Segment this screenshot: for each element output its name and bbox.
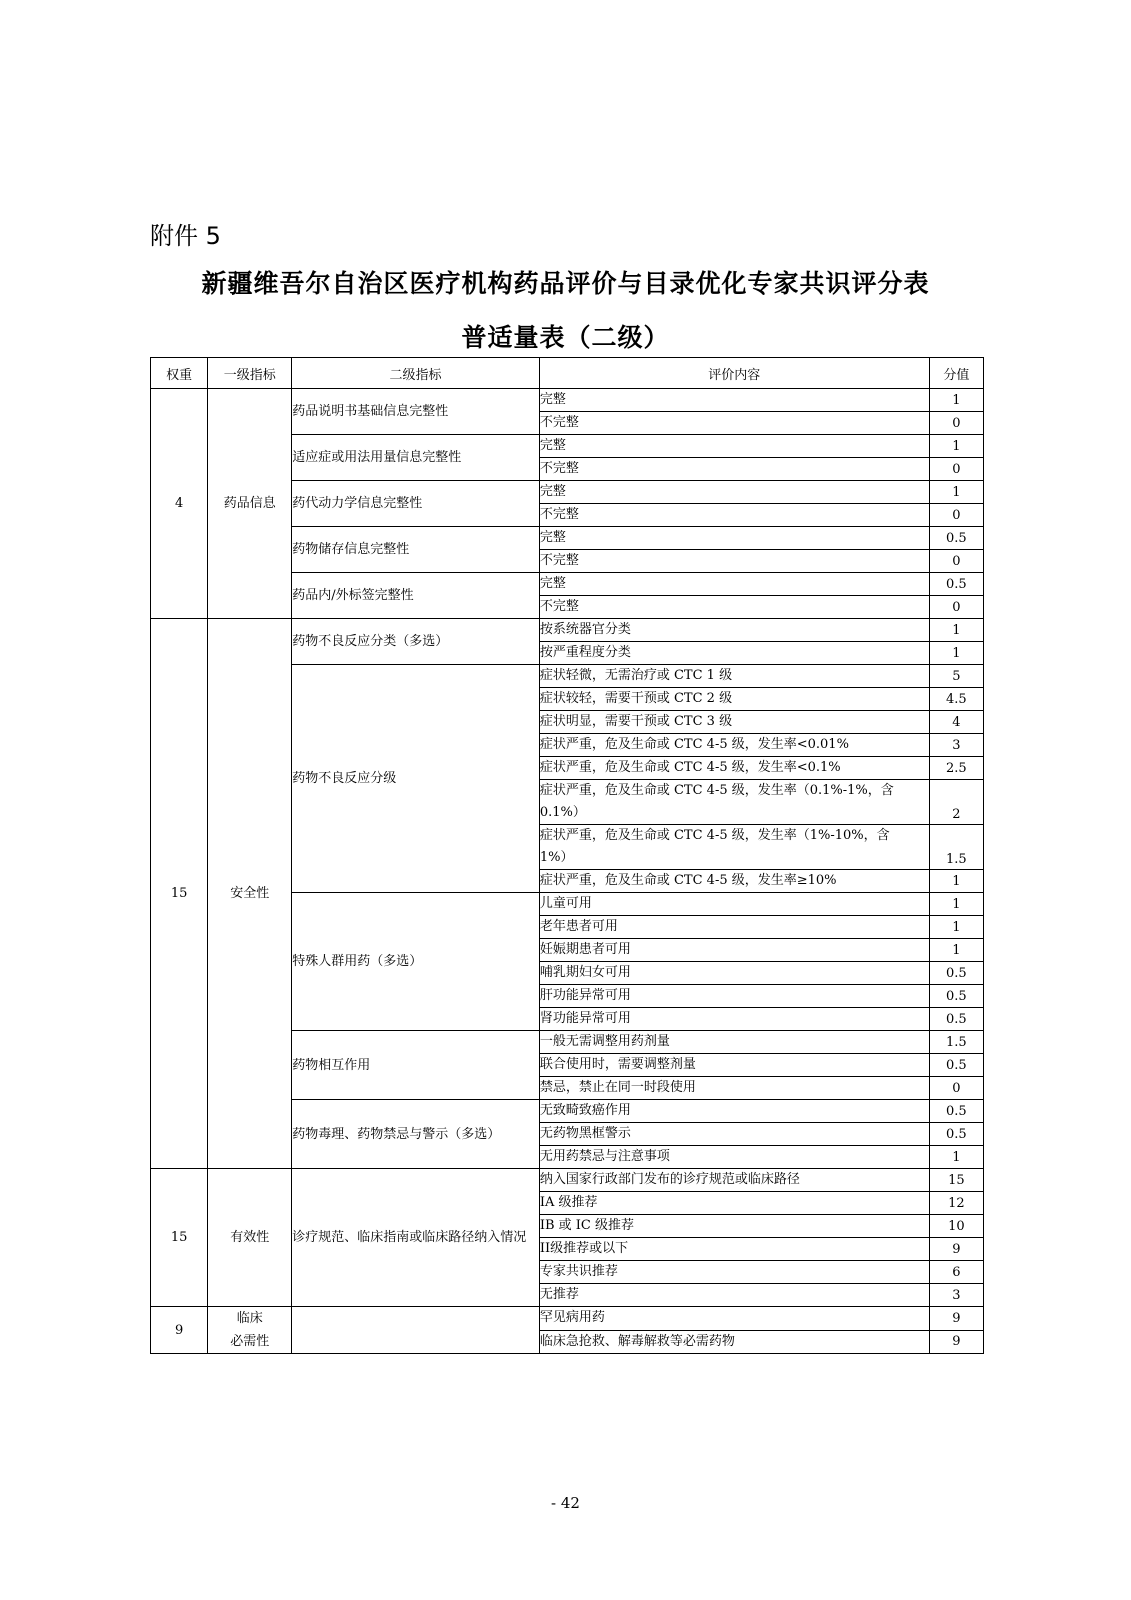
score-cell: 3 — [929, 734, 983, 757]
score-cell: 1 — [929, 870, 983, 893]
content-cell: IB 或 IC 级推荐 — [539, 1215, 929, 1238]
table-header-row — [151, 358, 984, 389]
content-cell: 无药物黑框警示 — [539, 1123, 929, 1146]
level1-cell: 安全性 — [208, 619, 292, 1169]
level2-cell: 药物相互作用 — [292, 1031, 540, 1100]
score-cell: 4.5 — [929, 688, 983, 711]
header-content: 评价内容 — [539, 358, 929, 389]
content-cell: 无致畸致癌作用 — [539, 1100, 929, 1123]
content-cell: 罕见病用药 — [539, 1307, 929, 1331]
level2-cell: 诊疗规范、临床指南或临床路径纳入情况 — [292, 1169, 540, 1307]
level2-cell: 适应症或用法用量信息完整性 — [292, 435, 540, 481]
level1-cell: 临床 必需性 — [208, 1307, 292, 1354]
score-cell: 0.5 — [929, 573, 983, 596]
score-cell: 0 — [929, 596, 983, 619]
score-cell: 0.5 — [929, 985, 983, 1008]
score-cell: 2 — [929, 780, 983, 825]
content-cell: 完整 — [539, 435, 929, 458]
score-cell: 1 — [929, 389, 983, 412]
content-cell: 症状较轻，需要干预或 CTC 2 级 — [539, 688, 929, 711]
content-cell: 完整 — [539, 527, 929, 550]
score-cell: 1 — [929, 893, 983, 916]
header-score: 分值 — [929, 358, 983, 389]
score-cell: 12 — [929, 1192, 983, 1215]
page-number: - 42 — [551, 1494, 580, 1512]
document-subtitle: 普适量表（二级） — [461, 323, 670, 352]
level2-cell: 药物毒理、药物禁忌与警示（多选） — [292, 1100, 540, 1169]
content-cell: 儿童可用 — [539, 893, 929, 916]
level2-cell: 药物储存信息完整性 — [292, 527, 540, 573]
content-cell: 不完整 — [539, 596, 929, 619]
level2-cell: 药品说明书基础信息完整性 — [292, 389, 540, 435]
weight-cell: 4 — [151, 389, 208, 619]
score-cell: 0.5 — [929, 1100, 983, 1123]
score-cell: 5 — [929, 665, 983, 688]
score-cell: 0 — [929, 412, 983, 435]
score-cell: 1 — [929, 435, 983, 458]
score-cell: 0.5 — [929, 1054, 983, 1077]
weight-cell: 15 — [151, 619, 208, 1169]
table-row — [151, 1169, 984, 1192]
content-cell: 症状轻微，无需治疗或 CTC 1 级 — [539, 665, 929, 688]
table-row — [151, 619, 984, 642]
score-cell: 6 — [929, 1261, 983, 1284]
score-cell: 15 — [929, 1169, 983, 1192]
content-cell: 禁忌，禁止在同一时段使用 — [539, 1077, 929, 1100]
weight-cell: 15 — [151, 1169, 208, 1307]
level2-cell — [292, 1307, 540, 1354]
score-cell: 9 — [929, 1238, 983, 1261]
content-cell: 无用药禁忌与注意事项 — [539, 1146, 929, 1169]
score-cell: 2.5 — [929, 757, 983, 780]
score-cell: 0 — [929, 458, 983, 481]
score-cell: 1 — [929, 619, 983, 642]
score-cell: 0 — [929, 504, 983, 527]
content-cell: 老年患者可用 — [539, 916, 929, 939]
content-cell: 妊娠期患者可用 — [539, 939, 929, 962]
weight-cell: 9 — [151, 1307, 208, 1354]
table-body — [151, 389, 984, 1354]
content-cell: 完整 — [539, 389, 929, 412]
content-cell: 症状严重，危及生命或 CTC 4-5 级，发生率（1%-10%，含 1%） — [539, 825, 929, 870]
score-cell: 0 — [929, 1077, 983, 1100]
content-cell: 一般无需调整用药剂量 — [539, 1031, 929, 1054]
content-cell: 症状严重，危及生命或 CTC 4-5 级，发生率<0.1% — [539, 757, 929, 780]
score-cell: 1 — [929, 1146, 983, 1169]
content-cell: 联合使用时，需要调整剂量 — [539, 1054, 929, 1077]
level2-cell: 药物不良反应分类（多选） — [292, 619, 540, 665]
score-cell: 4 — [929, 711, 983, 734]
content-cell: 完整 — [539, 481, 929, 504]
score-cell: 9 — [929, 1330, 983, 1354]
content-cell: 症状严重，危及生命或 CTC 4-5 级，发生率≥10% — [539, 870, 929, 893]
score-cell: 3 — [929, 1284, 983, 1307]
header-weight: 权重 — [151, 358, 208, 389]
score-cell: 1.5 — [929, 1031, 983, 1054]
attachment-label: 附件 5 — [150, 222, 221, 250]
content-cell: 按系统器官分类 — [539, 619, 929, 642]
content-cell: 症状明显，需要干预或 CTC 3 级 — [539, 711, 929, 734]
level2-cell: 特殊人群用药（多选） — [292, 893, 540, 1031]
level2-cell: 药物不良反应分级 — [292, 665, 540, 893]
score-cell: 1 — [929, 939, 983, 962]
content-cell: II级推荐或以下 — [539, 1238, 929, 1261]
level1-cell: 药品信息 — [208, 389, 292, 619]
content-cell: 不完整 — [539, 412, 929, 435]
content-cell: 按严重程度分类 — [539, 642, 929, 665]
content-cell: 临床急抢救、解毒解救等必需药物 — [539, 1330, 929, 1354]
score-cell: 0.5 — [929, 962, 983, 985]
content-cell: 完整 — [539, 573, 929, 596]
score-cell: 1 — [929, 642, 983, 665]
score-cell: 0.5 — [929, 1123, 983, 1146]
level2-cell: 药代动力学信息完整性 — [292, 481, 540, 527]
content-cell: 无推荐 — [539, 1284, 929, 1307]
scoring-table — [150, 357, 984, 1354]
score-cell: 1 — [929, 481, 983, 504]
content-cell: 哺乳期妇女可用 — [539, 962, 929, 985]
score-cell: 9 — [929, 1307, 983, 1331]
content-cell: 症状严重，危及生命或 CTC 4-5 级，发生率<0.01% — [539, 734, 929, 757]
content-cell: 纳入国家行政部门发布的诊疗规范或临床路径 — [539, 1169, 929, 1192]
document-title: 新疆维吾尔自治区医疗机构药品评价与目录优化专家共识评分表 — [201, 269, 930, 298]
content-cell: 肾功能异常可用 — [539, 1008, 929, 1031]
header-level2: 二级指标 — [292, 358, 540, 389]
content-cell: 不完整 — [539, 458, 929, 481]
content-cell: 症状严重，危及生命或 CTC 4-5 级，发生率（0.1%-1%，含 0.1%） — [539, 780, 929, 825]
table-row — [151, 389, 984, 412]
score-cell: 1.5 — [929, 825, 983, 870]
content-cell: 不完整 — [539, 550, 929, 573]
level2-cell: 药品内/外标签完整性 — [292, 573, 540, 619]
score-cell: 0 — [929, 550, 983, 573]
content-cell: 肝功能异常可用 — [539, 985, 929, 1008]
content-cell: 不完整 — [539, 504, 929, 527]
header-level1: 一级指标 — [208, 358, 292, 389]
table-row — [151, 1307, 984, 1331]
content-cell: 专家共识推荐 — [539, 1261, 929, 1284]
score-cell: 0.5 — [929, 1008, 983, 1031]
score-cell: 10 — [929, 1215, 983, 1238]
score-cell: 1 — [929, 916, 983, 939]
level1-cell: 有效性 — [208, 1169, 292, 1307]
score-cell: 0.5 — [929, 527, 983, 550]
content-cell: IA 级推荐 — [539, 1192, 929, 1215]
